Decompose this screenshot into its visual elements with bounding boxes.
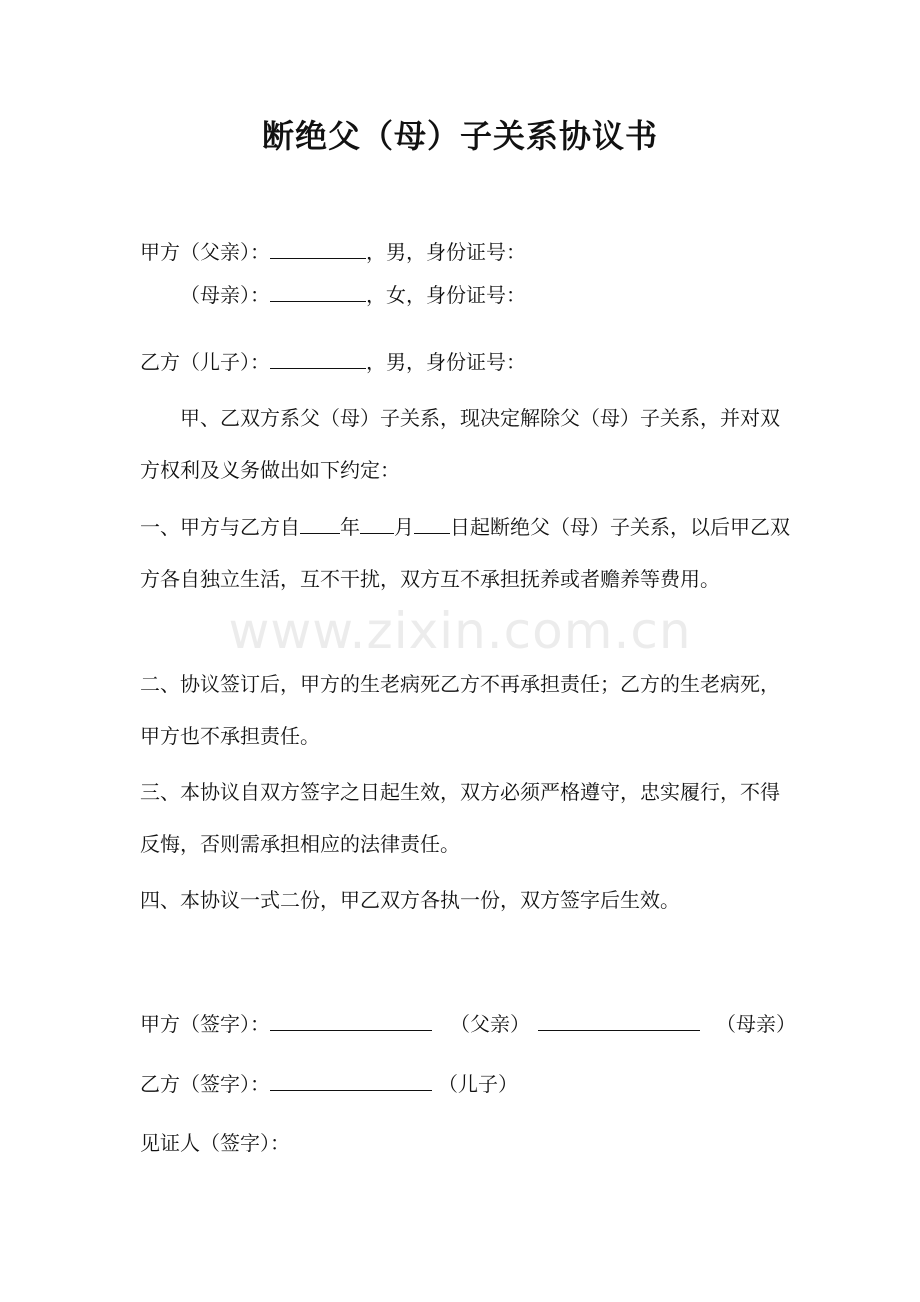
clause-1-year-blank[interactable] — [300, 511, 340, 534]
clause-1-year-label: 年 — [340, 515, 360, 539]
clause-1 — [140, 501, 790, 605]
signature-mother-label: （母亲） — [716, 1012, 796, 1036]
signature-son-blank[interactable] — [270, 1068, 432, 1091]
party-b-son-name-blank[interactable] — [270, 346, 366, 369]
watermark: www.zixin.com.cn — [228, 602, 692, 660]
signature-father-label: （父亲） — [450, 1012, 530, 1036]
party-a-father-name-blank[interactable] — [270, 236, 366, 259]
signature-party-a-label: 甲方（签字）： — [140, 1012, 270, 1036]
clause-4: 四、本协议一式二份，甲乙双方各执一份，双方签字后生效。 — [140, 888, 680, 912]
intro-paragraph: 甲、乙双方系父（母）子关系，现决定解除父（母）子关系，并对双方权利及义务做出如下约定： — [140, 406, 780, 482]
clause-3: 三、本协议自双方签字之日起生效，双方必须严格遵守，忠实履行，不得反悔，否则需承担相应的法律责任。 — [140, 780, 780, 856]
party-a-father-line — [140, 236, 526, 267]
signature-party-a-line — [140, 1008, 796, 1039]
clause-1-month-blank[interactable] — [360, 511, 394, 534]
signature-mother-blank[interactable] — [538, 1008, 700, 1031]
document-title: 断绝父（母）子关系协议书 — [261, 117, 658, 155]
party-a-mother-label: （母亲）： — [180, 283, 270, 307]
clause-1-month-label: 月 — [394, 515, 414, 539]
party-b-son-line — [140, 346, 526, 377]
clause-2: 二、协议签订后，甲方的生老病死乙方不再承担责任；乙方的生老病死，甲方也不承担责任。 — [140, 672, 780, 748]
signature-party-b-line — [140, 1068, 518, 1099]
signature-father-blank[interactable] — [270, 1008, 432, 1031]
party-a-mother-suffix: ，女，身份证号： — [366, 283, 526, 307]
clause-1-rest: 日起断绝父（母）子关系，以后甲乙双方各自独立生活，互不干扰，双方互不承担抚养或者赡养等费用。 — [140, 515, 790, 591]
clause-1-lead: 一、甲方与乙方自 — [140, 515, 300, 539]
signature-party-b-label: 乙方（签字）： — [140, 1072, 270, 1096]
party-b-son-suffix: ，男，身份证号： — [366, 350, 526, 374]
party-a-mother-name-blank[interactable] — [270, 279, 366, 302]
party-a-father-suffix: ，男，身份证号： — [366, 240, 526, 264]
signature-son-label: （儿子） — [438, 1072, 518, 1096]
clause-1-day-blank[interactable] — [414, 511, 450, 534]
witness-line — [140, 1128, 290, 1158]
witness-label: 见证人（签字）： — [140, 1131, 290, 1155]
party-b-son-label: 乙方（儿子）： — [140, 350, 270, 374]
party-a-father-label: 甲方（父亲）： — [140, 240, 270, 264]
party-a-mother-line — [180, 279, 526, 310]
